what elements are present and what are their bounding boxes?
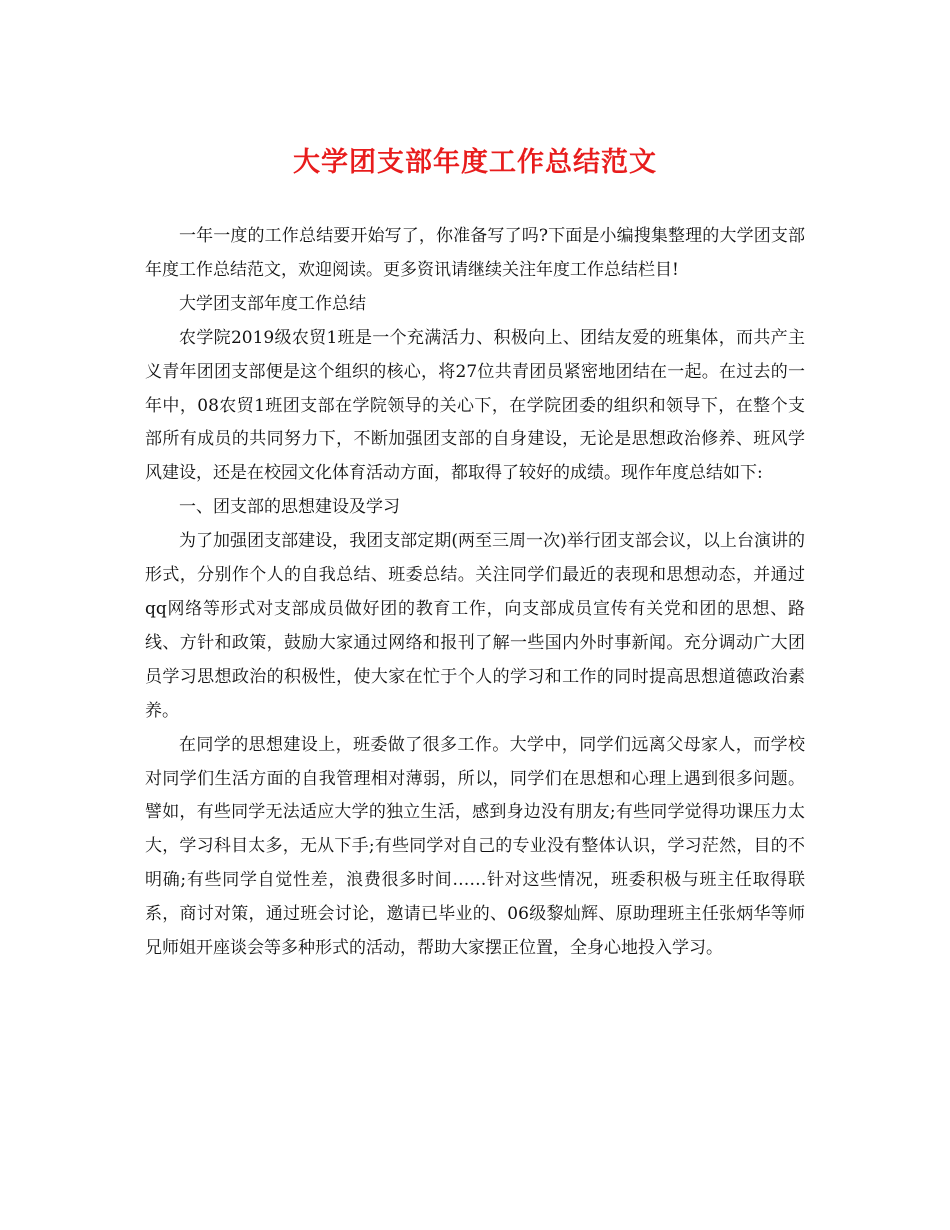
ideology-paragraph: 为了加强团支部建设，我团支部定期(两至三周一次)举行团支部会议，以上台演讲的形式，分别作个人的自我总结、班委总结。关注同学们最近的表现和思想动态，并通过qq网络等形式对支部成员做好团的教育工作，向支部成员宣传有关党和团的思想、路线、方针和政策，鼓励大家通过网络和报刊了解一些国内外时事新闻。充分调动广大团员学习思想政治的积极性，使大家在忙于个人的学习和工作的同时提高思想道德政治素养。 [145, 531, 805, 721]
section-heading-summary: 大学团支部年度工作总结 [179, 293, 366, 314]
section-heading-ideology: 一、团支部的思想建设及学习 [179, 497, 400, 518]
document-title: 大学团支部年度工作总结范文 [293, 147, 657, 178]
student-thinking-paragraph: 在同学的思想建设上，班委做了很多工作。大学中，同学们远离父母家人，而学校对同学们生活方面的自我管理相对薄弱，所以，同学们在思想和心理上遇到很多问题。譬如，有些同学无法适应大学的独立生活，感到身边没有朋友;有些同学觉得功课压力太大，学习科目太多，无从下手;有些同学对自己的专业没有整体认识，学习茫然，目的不明确;有些同学自觉性差，浪费很多时间……针对这些情况，班委积极与班主任取得联系，商讨对策，通过班会讨论，邀请已毕业的、06级黎灿辉、原助理班主任张炳华等师兄师姐开座谈会等多种形式的活动，帮助大家摆正位置，全身心地投入学习。 [145, 734, 805, 959]
document-body [145, 220, 805, 966]
class-overview-paragraph: 农学院2019级农贸1班是一个充满活力、积极向上、团结友爱的班集体，而共产主义青年团团支部便是这个组织的核心，将27位共青团员紧密地团结在一起。在过去的一年中，08农贸1班团支部在学院领导的关心下，在学院团委的组织和领导下，在整个支部所有成员的共同努力下，不断加强团支部的自身建设，无论是思想政治修养、班风学风建设，还是在校园文化体育活动方面，都取得了较好的成绩。现作年度总结如下: [145, 327, 805, 484]
intro-paragraph: 一年一度的工作总结要开始写了，你准备写了吗?下面是小编搜集整理的大学团支部年度工作总结范文，欢迎阅读。更多资讯请继续关注年度工作总结栏目! [145, 226, 805, 280]
